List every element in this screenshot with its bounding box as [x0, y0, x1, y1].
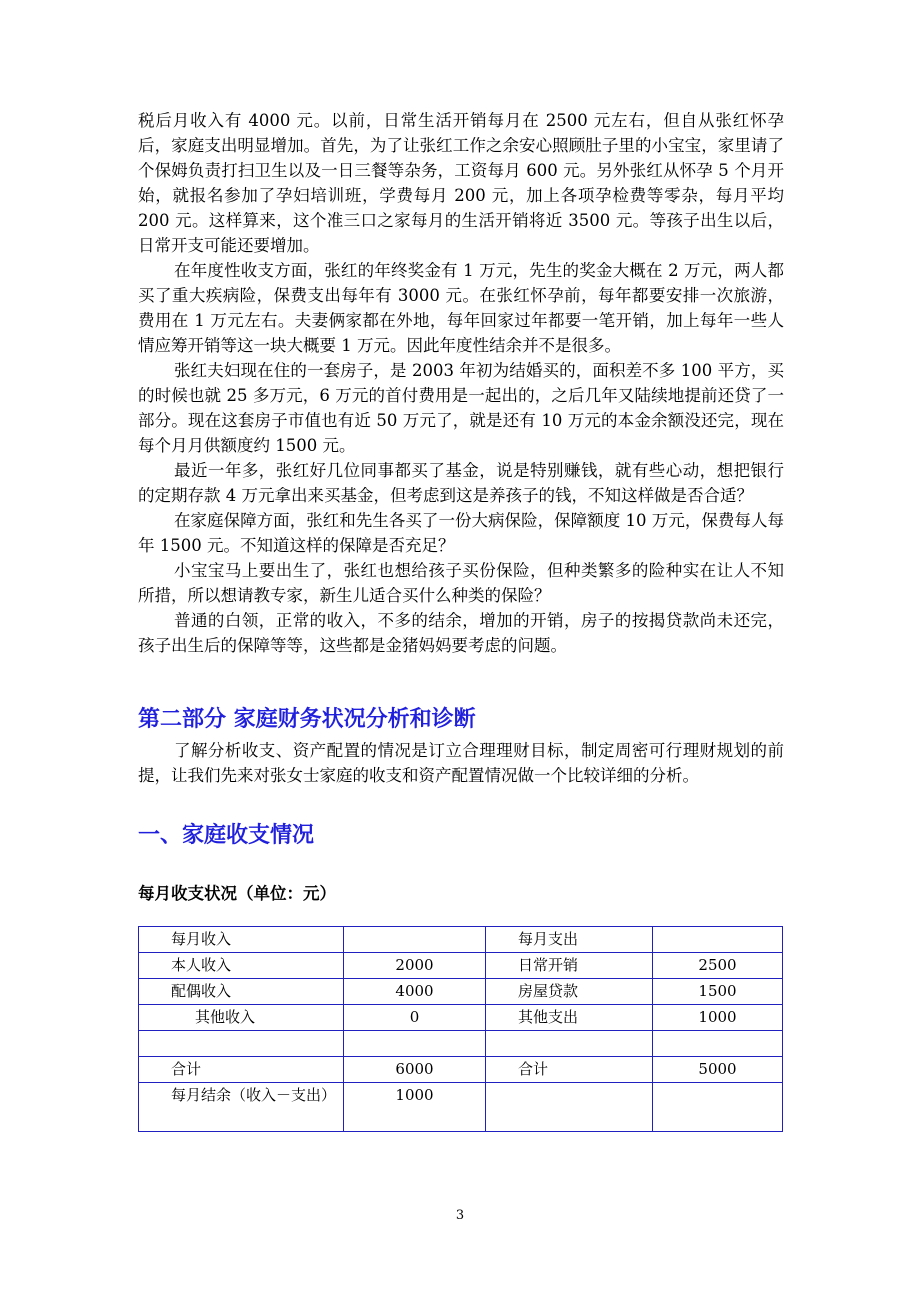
- table-cell: 配偶收入: [139, 979, 344, 1005]
- table-cell: 1000: [344, 1083, 486, 1132]
- table-cell: [653, 1083, 783, 1132]
- table-cell: 本人收入: [139, 953, 344, 979]
- table-cell: 0: [344, 1005, 486, 1031]
- table-row: [139, 1083, 783, 1132]
- table-row: [139, 927, 783, 953]
- monthly-income-expense-table: [138, 926, 783, 1132]
- table-cell: 1000: [653, 1005, 783, 1031]
- table-cell: 合计: [139, 1057, 344, 1083]
- table-cell: 其他支出: [486, 1005, 653, 1031]
- table-cell: [344, 1031, 486, 1057]
- table-cell: 合计: [486, 1057, 653, 1083]
- table-cell: 1500: [653, 979, 783, 1005]
- table-cell: [344, 927, 486, 953]
- table-cell: 2000: [344, 953, 486, 979]
- table-cell: 6000: [344, 1057, 486, 1083]
- body-text: [138, 108, 784, 658]
- table-cell: 日常开销: [486, 953, 653, 979]
- table-cell: 4000: [344, 979, 486, 1005]
- table-cell: 每月结余（收入－支出）: [139, 1083, 344, 1132]
- table-row: [139, 953, 783, 979]
- paragraph: 税后月收入有 4000 元。以前，日常生活开销每月在 2500 元左右，但自从张红怀孕后，家庭支出明显增加。首先，为了让张红工作之余安心照顾肚子里的小宝宝，家里请了个保姆负责打扫卫生以及一日三餐等杂务，工资每月 600 元。另外张红从怀孕 5 个月开始，就报名参加了孕妇培训班，学费每月 200 元，加上各项孕检费等零杂，每月平均 200 元。这样算来，这个准三口之家每月的生活开销将近 3500 元。等孩子出生以后，日常开支可能还要增加。: [138, 111, 784, 255]
- table-row: [139, 979, 783, 1005]
- paragraph: 在家庭保障方面，张红和先生各买了一份大病保险，保障额度 10 万元，保费每人每年 1500 元。不知道这样的保障是否充足？: [138, 511, 784, 555]
- table-cell: [653, 1031, 783, 1057]
- page-number: 3: [455, 1208, 465, 1223]
- paragraph: 最近一年多，张红好几位同事都买了基金，说是特别赚钱，就有些心动，想把银行的定期存款 4 万元拿出来买基金，但考虑到这是养孩子的钱，不知这样做是否合适？: [138, 461, 784, 505]
- subsection-heading: 一、家庭收支情况: [138, 823, 315, 848]
- table-cell: [653, 927, 783, 953]
- table-cell: [486, 1031, 653, 1057]
- table-cell: 每月支出: [486, 927, 653, 953]
- table-cell: [486, 1083, 653, 1132]
- paragraph: 普通的白领，正常的收入，不多的结余，增加的开销，房子的按揭贷款尚未还完，孩子出生后的保障等等，这些都是金猪妈妈要考虑的问题。: [138, 611, 784, 655]
- table-row: [139, 1057, 783, 1083]
- paragraph: 张红夫妇现在住的一套房子，是 2003 年初为结婚买的，面积差不多 100 平方，买的时候也就 25 多万元，6 万元的首付费用是一起出的，之后几年又陆续地提前还贷了一部分。现在这套房子市值也有近 50 万元了，就是还有 10 万元的本金余额没还完，现在每个月月供额度约 1500 元。: [138, 361, 784, 455]
- table-row: [139, 1031, 783, 1057]
- table-cell: 5000: [653, 1057, 783, 1083]
- paragraph: 在年度性收支方面，张红的年终奖金有 1 万元，先生的奖金大概在 2 万元，两人都买了重大疾病险，保费支出每年有 3000 元。在张红怀孕前，每年都要安排一次旅游，费用在 1 万元左右。夫妻俩家都在外地，每年回家过年都要一笔开销，加上每年一些人情应筹开销等这一块大概要 1 万元。因此年度性结余并不是很多。: [138, 261, 784, 355]
- table-cell: 其他收入: [139, 1005, 344, 1031]
- paragraph: 小宝宝马上要出生了，张红也想给孩子买份保险，但种类繁多的险种实在让人不知所措，所以想请教专家，新生儿适合买什么种类的保险？: [138, 561, 784, 605]
- table-caption: 每月收支状况（单位：元）: [138, 884, 336, 903]
- table-cell: 2500: [653, 953, 783, 979]
- section-intro: 了解分析收支、资产配置的情况是订立合理理财目标，制定周密可行理财规划的前提，让我们先来对张女士家庭的收支和资产配置情况做一个比较详细的分析。: [138, 741, 784, 785]
- table-row: [139, 1005, 783, 1031]
- table-cell: [139, 1031, 344, 1057]
- table-cell: 每月收入: [139, 927, 344, 953]
- section-heading: 第二部分 家庭财务状况分析和诊断: [138, 707, 476, 732]
- table-cell: 房屋贷款: [486, 979, 653, 1005]
